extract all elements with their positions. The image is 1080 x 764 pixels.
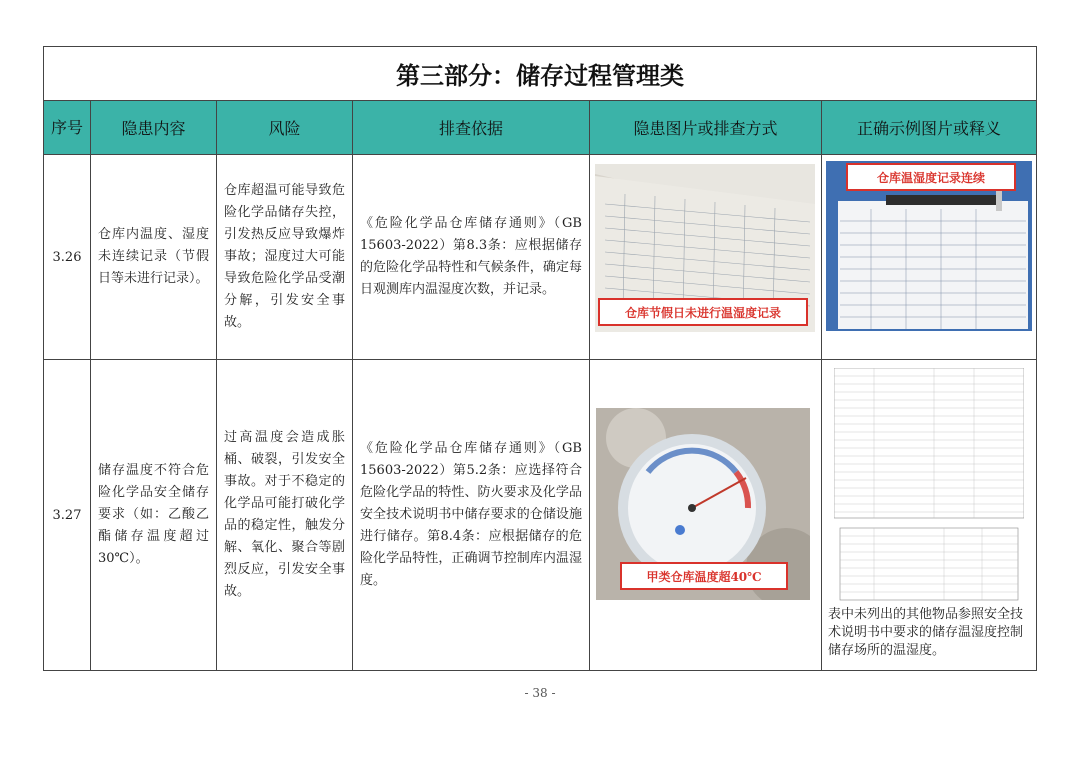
row-risk-3-27: 过高温度会造成胀桶、破裂，引发安全事故。对于不稳定的化学品可能打破化学品的稳定性，触发分解、氧化、聚合等剧烈反应，引发安全事故。	[224, 430, 345, 599]
header-example: 正确示例图片或释义	[822, 101, 1036, 155]
header-seq: 序号	[44, 101, 91, 155]
row-method-3-27	[590, 360, 822, 670]
header-method: 隐患图片或排查方式	[590, 101, 822, 155]
row-hazard-3-26: 仓库内温度、湿度未连续记录（节假日等未进行记录）。	[98, 227, 209, 286]
hazard-table	[43, 46, 1037, 671]
row-basis-3-26: 《危险化学品仓库储存通则》（GB 15603-2022）第8.3条：应根据储存的危险化学品特性和气候条件，确定每日观测库内温湿度次数，并记录。	[360, 216, 582, 297]
header-hazard: 隐患内容	[91, 101, 217, 155]
row-seq-3-27: 3.27	[44, 360, 91, 670]
storage-temperature-table	[834, 368, 1024, 603]
header-risk: 风险	[217, 101, 353, 155]
row-hazard-3-27: 储存温度不符合危险化学品安全储存要求（如：乙酸乙酯储存温度超过30℃）。	[98, 463, 209, 566]
row-method-3-26	[590, 155, 822, 360]
example-callout-3-26: 仓库温湿度记录连续	[846, 163, 1016, 191]
row-risk-3-26: 仓库超温可能导致危险化学品储存失控，引发热反应导致爆炸事故；湿度过大可能导致危险化学品受潮分解，引发安全事故。	[224, 183, 345, 330]
page-number: - 38 -	[524, 686, 556, 700]
row-example-3-27	[822, 360, 1036, 670]
example-note-3-27: 表中未列出的其他物品参照安全技术说明书中要求的储存温湿度控制储存场所的温湿度。	[828, 607, 1024, 658]
row-seq-3-26: 3.26	[44, 155, 91, 360]
page-title: 第三部分：储存过程管理类	[44, 47, 1036, 101]
row-example-3-26	[822, 155, 1036, 360]
row-basis-3-27: 《危险化学品仓库储存通则》（GB 15603-2022）第5.2条：应选择符合危险化学品的特性、防火要求及化学品安全技术说明书中储存要求的仓储设施进行储存。第8.4条：应根据储存的危险化学品特性，正确调节控制库内温湿度。	[360, 441, 582, 588]
header-basis: 排查依据	[353, 101, 590, 155]
method-callout-3-27: 甲类仓库温度超40℃	[620, 562, 788, 590]
method-callout-3-26: 仓库节假日未进行温湿度记录	[598, 298, 808, 326]
